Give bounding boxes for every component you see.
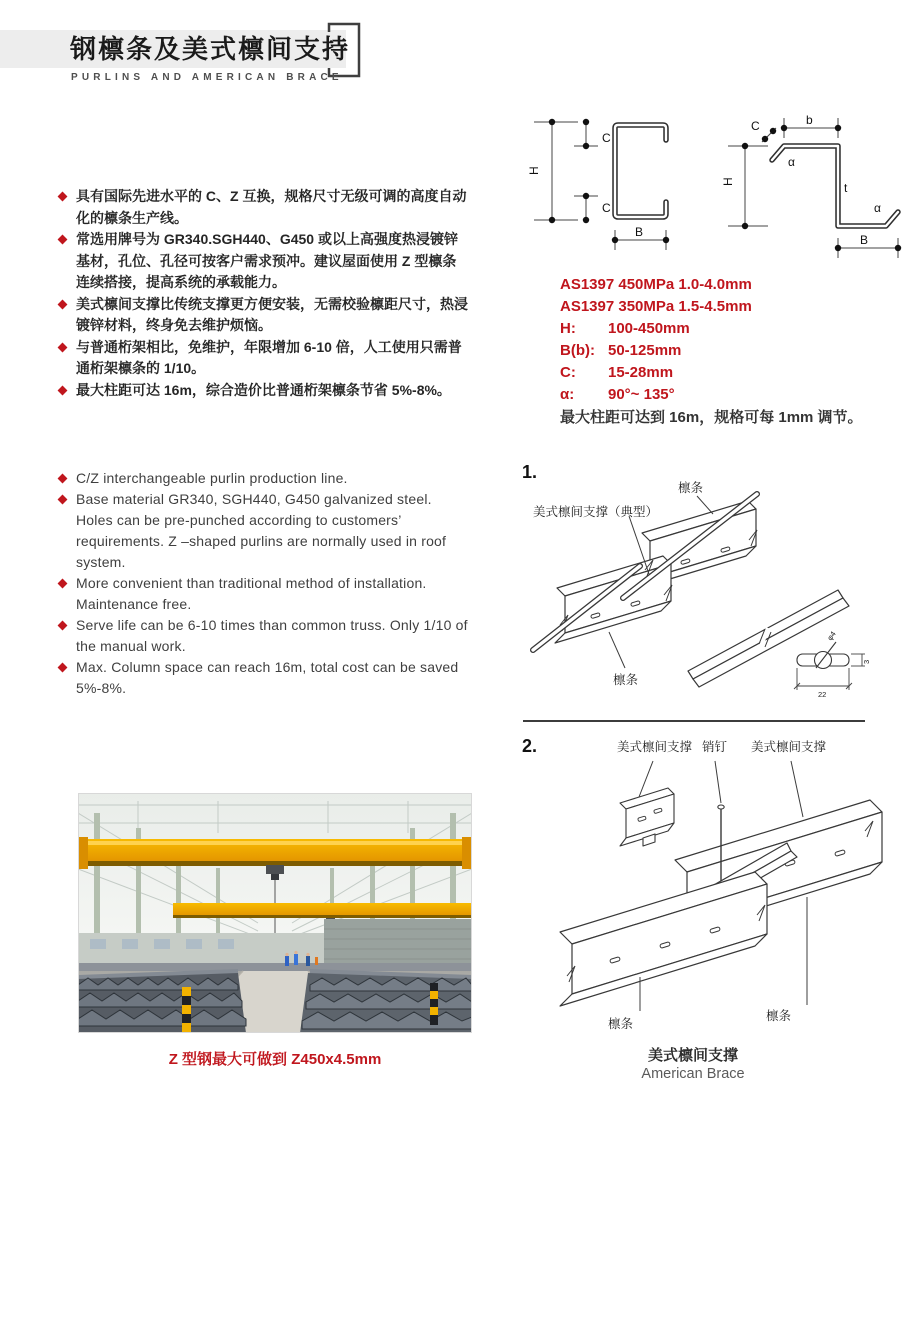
detail-thickness-dim: 3 [862, 659, 871, 664]
figure1-purlin-top-label: 檩条 [678, 481, 704, 495]
dim-label-c-z: C [751, 119, 760, 133]
diamond-bullet-icon [58, 621, 68, 631]
list-item [58, 615, 472, 657]
photo-caption: Z 型钢最大可做到 Z450x4.5mm [168, 1051, 382, 1068]
diamond-bullet-icon [58, 495, 68, 505]
spec-note: 最大柱距可达到 16m，规格可每 1mm 调节。 [560, 409, 863, 426]
figure1 [525, 478, 915, 713]
dim-label-c-top: C [602, 131, 611, 145]
figure2-caption-en: American Brace [641, 1066, 745, 1082]
bullet-text: Serve life can be 6-10 times than common truss. Only 1/10 of the manual work. [76, 617, 468, 654]
bullet-text: 最大柱距可达 16m，综合造价比普通桁架檩条节省 5%-8%。 [76, 381, 451, 398]
spec-value: 15-28mm [608, 364, 674, 381]
list-item [58, 573, 472, 615]
spec-value: 100-450mm [608, 320, 690, 337]
grade-line: AS1397 350MPa 1.5-4.5mm [560, 298, 752, 315]
profile-dimension-diagram [520, 100, 920, 270]
spec-block [560, 274, 920, 429]
figure2-brace-left-label: 美式檩间支撑 [617, 740, 693, 754]
spec-value: 50-125mm [608, 342, 682, 359]
spec-row [560, 384, 920, 406]
figure2-purlin-left-label: 檩条 [608, 1017, 634, 1031]
figure2 [525, 735, 915, 1015]
figure1-number: 1. [522, 462, 538, 482]
spec-value: 90°~ 135° [608, 386, 675, 403]
figure2-caption-cn: 美式檩间支撑 [647, 1047, 738, 1064]
diamond-bullet-icon [58, 385, 68, 395]
bullet-text: Base material GR340, SGH440, G450 galvanized steel. Holes can be pre-punched according to customers’ requirements. Z –shaped purlins are normally used in roof system. [76, 491, 447, 570]
dim-label-c-bottom: C [602, 201, 611, 215]
page-subtitle: PURLINS AND AMERICAN BRACE [71, 72, 343, 83]
cn-feature-list [58, 186, 470, 401]
bullet-text: C/Z interchangeable purlin production line. [76, 470, 348, 486]
dim-label-h-c: H [527, 166, 541, 175]
bullet-text: 美式檩间支撑比传统支撑更方便安装，无需校验檩距尺寸，热浸镀锌材料，终身免去维护烦恼。 [76, 295, 468, 333]
dim-label-b-small: b [806, 113, 813, 127]
dim-label-alpha-bottom: α [874, 201, 881, 215]
figure2-purlin-right-label: 檩条 [766, 1009, 792, 1023]
factory-photo [78, 793, 472, 1033]
diamond-bullet-icon [58, 579, 68, 589]
bullet-text: 与普通桁架相比，免维护，年限增加 6-10 倍，人工使用只需普通桁架檩条的 1/10。 [76, 338, 462, 376]
dim-label-t: t [844, 181, 848, 195]
dim-label-b-c: B [635, 225, 644, 239]
list-item [58, 229, 470, 294]
bullet-text: 常选用牌号为 GR340.SGH440、G450 或以上高强度热浸镀锌基材，孔位、孔径可按客户需求预冲。建议屋面使用 Z 型檩条连续搭接，提高系统的承载能力。 [76, 231, 458, 290]
dim-label-h-z: H [721, 177, 735, 186]
figure2-number: 2. [522, 736, 538, 756]
list-item [58, 337, 470, 380]
diamond-bullet-icon [58, 474, 68, 484]
figure1-purlin-bottom-label: 檩条 [613, 673, 639, 687]
spec-key: α: [560, 386, 575, 403]
spec-row [560, 362, 920, 384]
list-item [58, 294, 470, 337]
spec-key: C: [560, 364, 576, 381]
spec-key: B(b): [560, 342, 595, 359]
diamond-bullet-icon [58, 342, 68, 352]
list-item [58, 489, 472, 573]
spec-key: H: [560, 320, 576, 337]
grade-line: AS1397 450MPa 1.0-4.0mm [560, 276, 752, 293]
dim-label-alpha-top: α [788, 155, 795, 169]
list-item [58, 657, 472, 699]
en-feature-list [58, 468, 472, 699]
list-item [58, 468, 472, 489]
diamond-bullet-icon [58, 192, 68, 202]
page-title: 钢檩条及美式檩间支持 [70, 34, 351, 64]
list-item [58, 186, 470, 229]
spec-row [560, 340, 920, 362]
figure2-isometric-drawing [525, 735, 915, 1015]
bullet-text: 具有国际先进水平的 C、Z 互换，规格尺寸无级可调的高度自动化的檩条生产线。 [76, 188, 467, 226]
figure2-brace-right-label: 美式檩间支撑 [751, 740, 827, 754]
diamond-bullet-icon [58, 299, 68, 309]
dim-label-b-z: B [860, 233, 869, 247]
diamond-bullet-icon [58, 663, 68, 673]
list-item [58, 380, 470, 402]
figure2-pin-label: 销钉 [702, 740, 728, 754]
diamond-bullet-icon [58, 235, 68, 245]
bullet-text: More convenient than traditional method of installation. Maintenance free. [76, 575, 427, 612]
section-divider [523, 720, 865, 722]
spec-row [560, 318, 920, 340]
detail-hole-dim: φ4 [825, 629, 838, 643]
bullet-text: Max. Column space can reach 16m, total cost can be saved 5%-8%. [76, 659, 459, 696]
figure1-brace-label: 美式檩间支撑（典型） [533, 505, 659, 519]
detail-width-dim: 22 [818, 690, 827, 699]
